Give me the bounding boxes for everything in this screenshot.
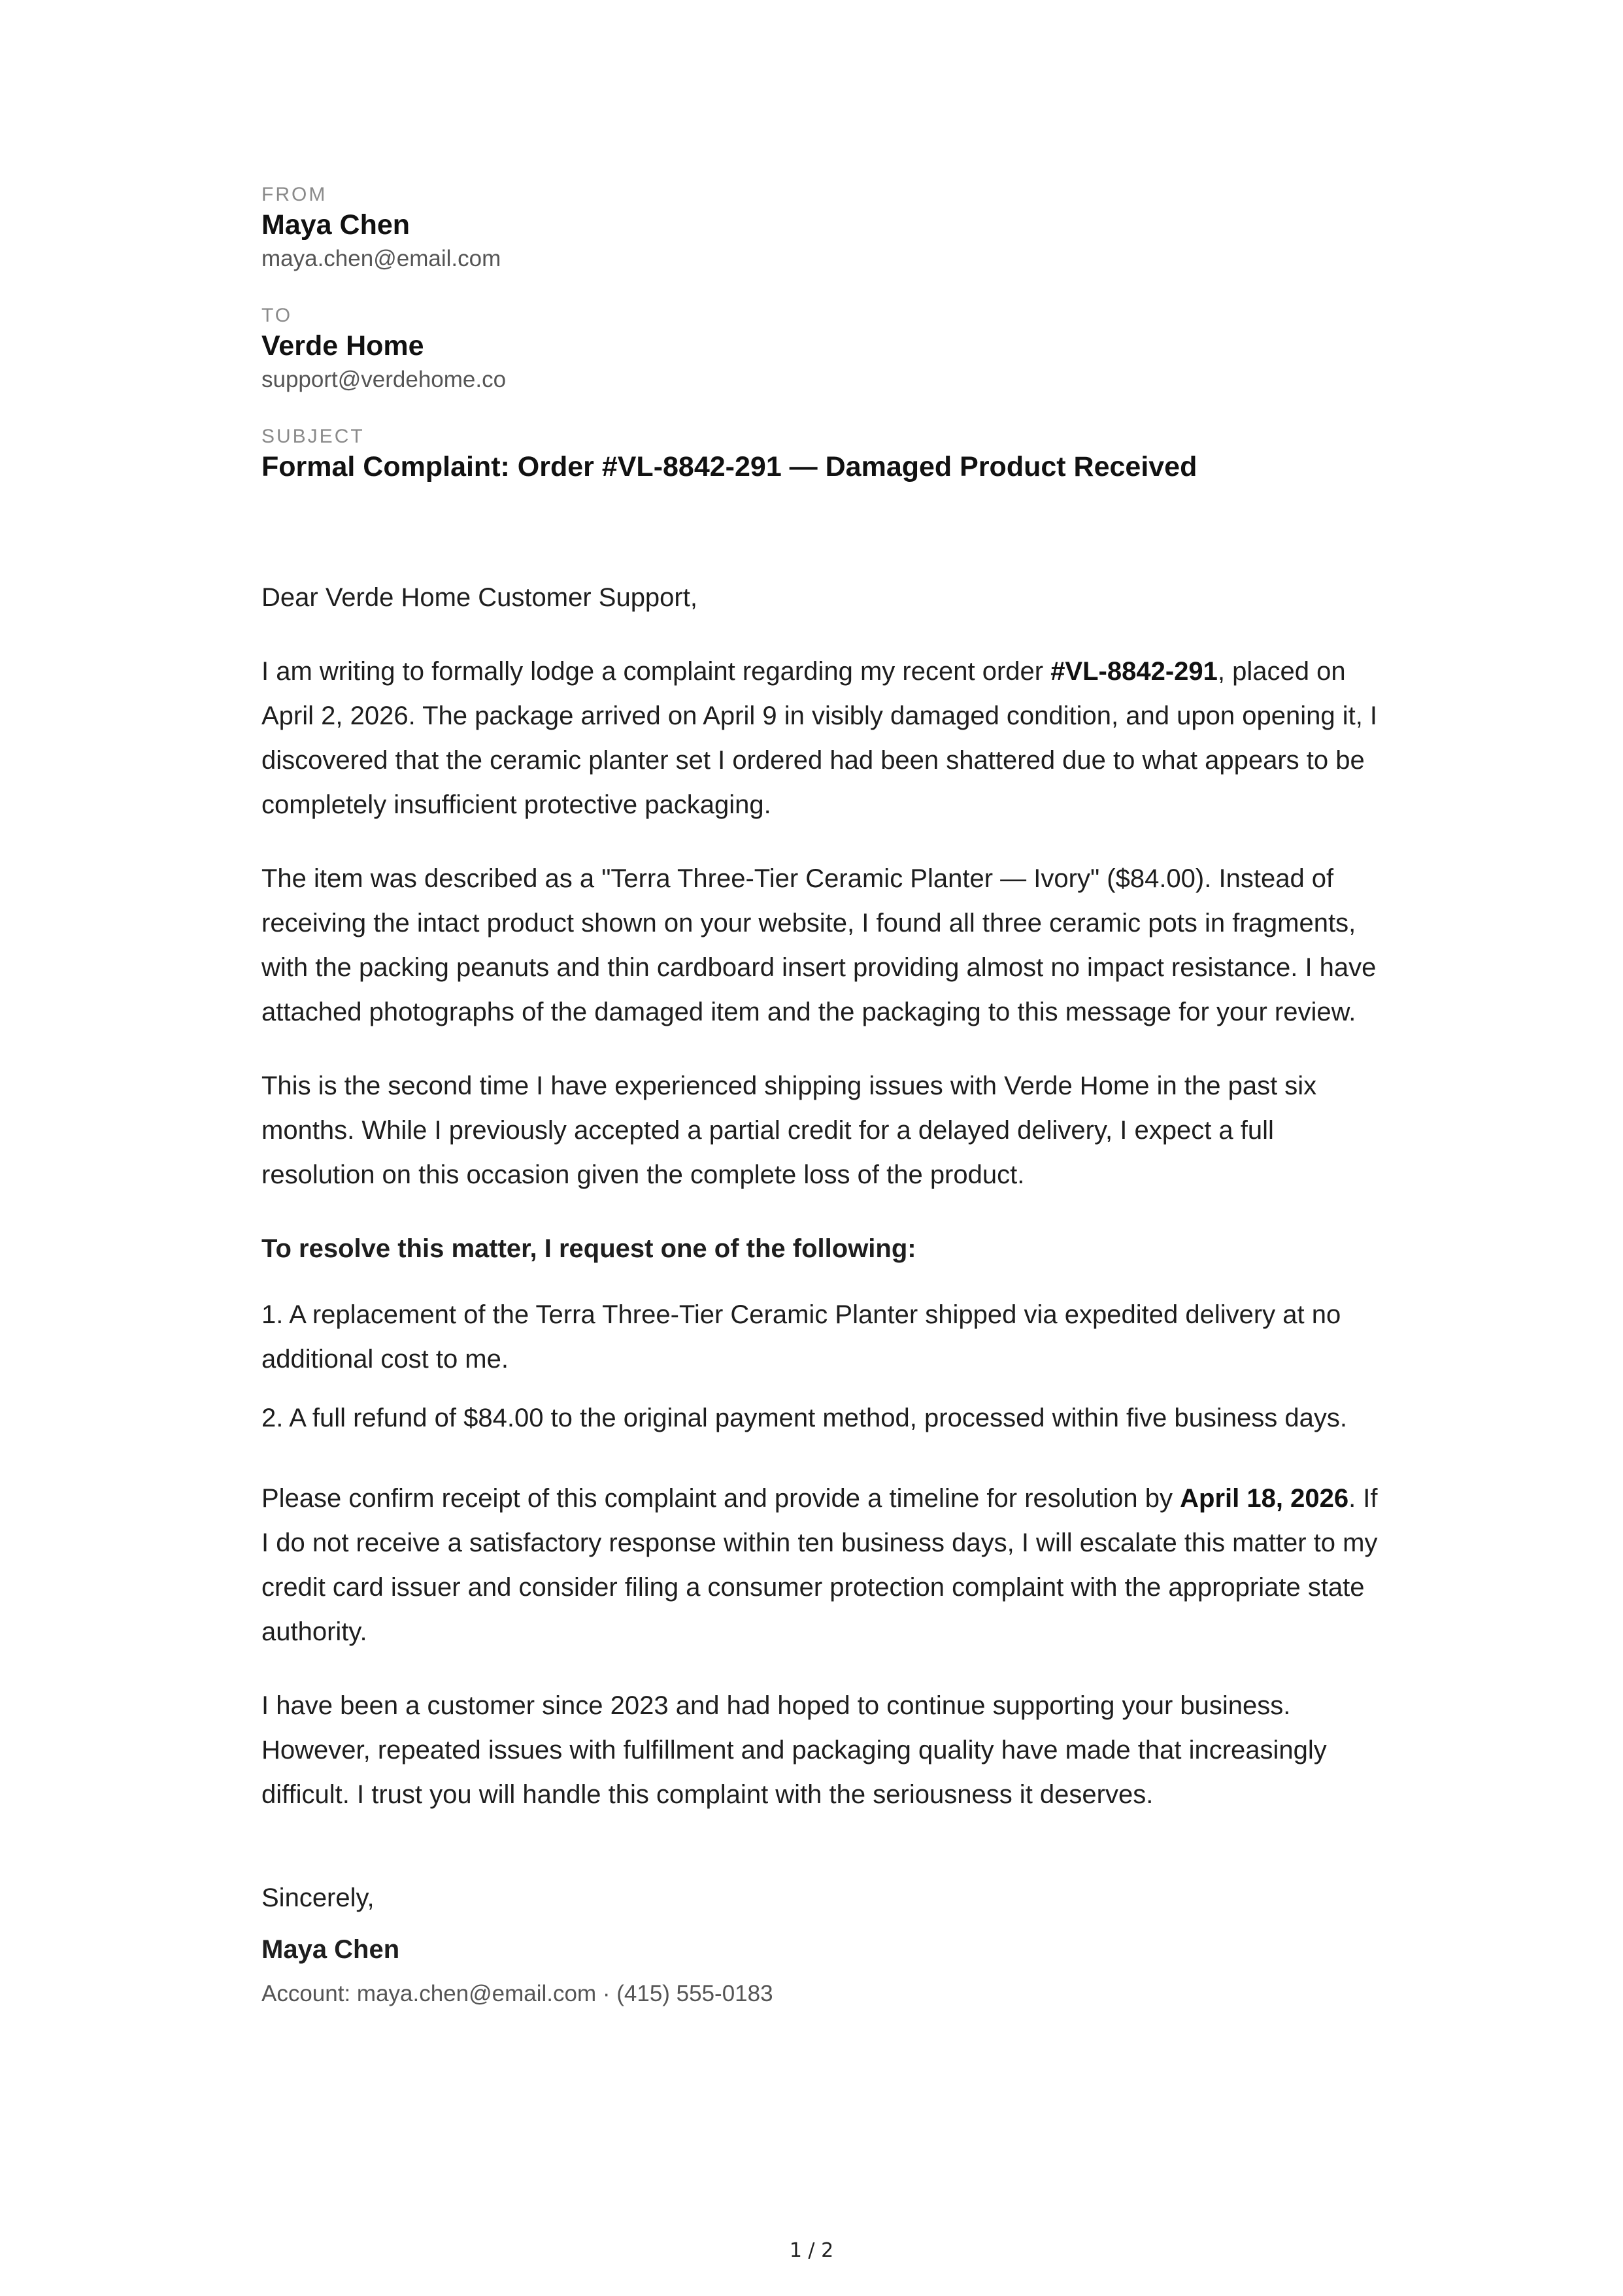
subject-line: Formal Complaint: Order #VL-8842-291 — Damaged Product Received xyxy=(261,451,1197,482)
signature-name: Maya Chen xyxy=(261,1935,400,1964)
sender-email: maya.chen@email.com xyxy=(261,246,501,271)
greeting: Dear Verde Home Customer Support, xyxy=(261,583,697,612)
order-number: #VL-8842-291 xyxy=(1050,657,1218,686)
deadline-date: April 18, 2026 xyxy=(1180,1484,1349,1513)
paragraph-text: I am writing to formally lodge a complaint regarding my recent order xyxy=(261,657,1051,686)
paragraph-customer-note: I have been a customer since 2023 and had hoped to continue supporting your business. However, repeated issues with fulfillment and packaging quality have made that increasingly difficult. I trust you will handle this complaint with the seriousness it deserves. xyxy=(261,1691,1327,1809)
paragraph-item-description: The item was described as a "Terra Three-Tier Ceramic Planter — Ivory" ($84.00). Instead of receiving the intact product shown on your website, I found all three ceramic pots in fragments, with the packing peanuts and thin cardboard insert providing almost no impact resistance. I have attached photographs of the damaged item and the packaging to this message for your review. xyxy=(261,864,1377,1026)
paragraph-text: , placed on April 2, 2026. The package arrived on April 9 in visibly damaged condition, and upon opening it, I discovered that the ceramic planter set I ordered had been shattered due to what appears to be completely insufficient protective packaging. xyxy=(261,657,1378,819)
paragraph-history: This is the second time I have experienced shipping issues with Verde Home in the past six months. While I previously accepted a partial credit for a delayed delivery, I expect a full resolution on this occasion given the complete loss of the product. xyxy=(261,1072,1317,1189)
page-indicator: 1 / 2 xyxy=(789,2239,834,2262)
paragraph-deadline xyxy=(261,1476,1379,1654)
account-info: Account: maya.chen@email.com · (415) 555-0183 xyxy=(261,1981,773,2006)
request-heading: To resolve this matter, I request one of the following: xyxy=(261,1234,916,1263)
to-label: TO xyxy=(261,305,293,326)
paragraph-text: Please confirm receipt of this complaint and provide a timeline for resolution by xyxy=(261,1484,1180,1513)
subject-label: SUBJECT xyxy=(261,426,365,447)
paragraph-order-details xyxy=(261,649,1379,827)
sender-name: Maya Chen xyxy=(261,209,410,241)
closing: Sincerely, xyxy=(261,1883,375,1912)
request-item: 1. A replacement of the Terra Three-Tier Ceramic Planter shipped via expedited delivery at no additional cost to me. xyxy=(261,1300,1341,1374)
paragraph-text: . If I do not receive a satisfactory response within ten business days, I will escalate this matter to my credit card issuer and consider filing a consumer protection complaint with the appropriate state authority. xyxy=(261,1484,1378,1646)
recipient-email: support@verdehome.co xyxy=(261,367,507,392)
recipient-name: Verde Home xyxy=(261,330,424,362)
from-label: FROM xyxy=(261,184,327,205)
request-item: 2. A full refund of $84.00 to the original payment method, processed within five business days. xyxy=(261,1404,1347,1432)
letter-body xyxy=(261,575,1379,2014)
